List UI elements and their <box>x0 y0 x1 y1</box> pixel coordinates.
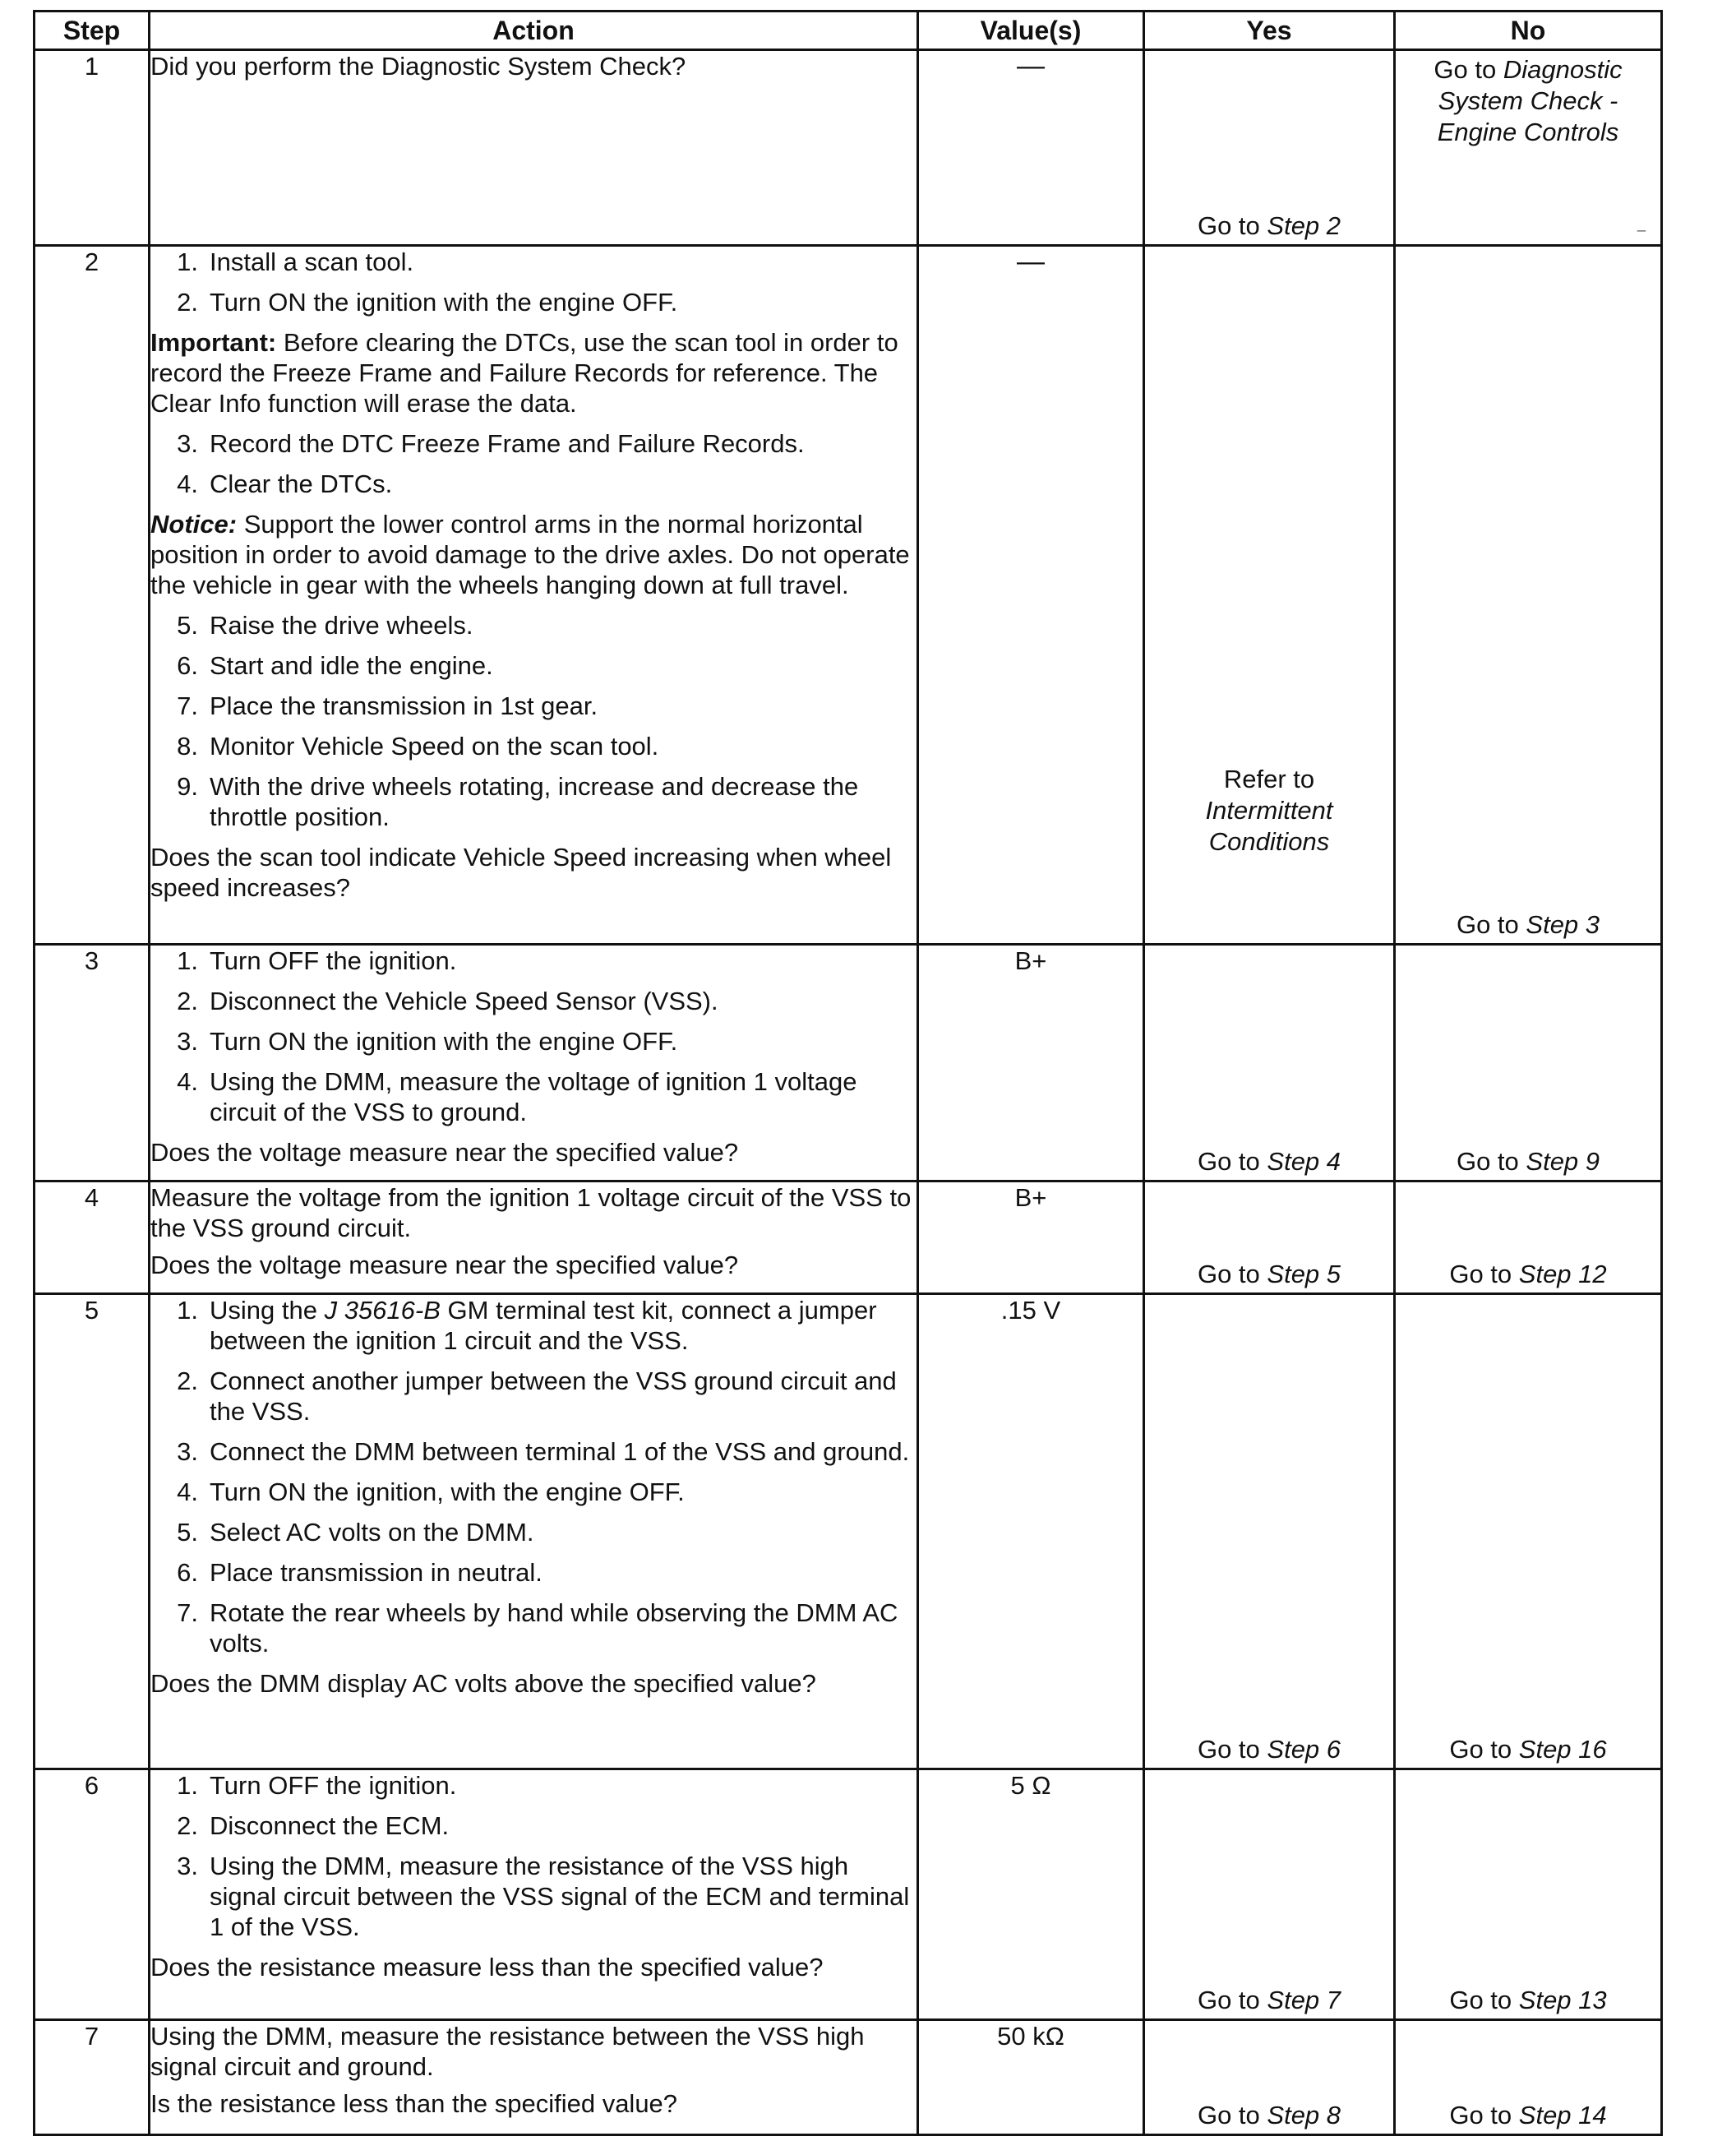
action-cell <box>150 246 918 945</box>
no-result: Go to Diagnostic System Check - Engine Controls <box>1434 55 1623 146</box>
no-cell <box>1395 50 1662 246</box>
no-result: Go to Step 13 <box>1449 1986 1607 2014</box>
yes-result: Go to Step 8 <box>1197 2101 1341 2129</box>
list-item: 3. Connect the DMM between terminal 1 of the VSS and ground. <box>177 1437 910 1466</box>
important-note: Important: Before clearing the DTCs, use the scan tool in order to record the Freeze Frame and Failure Records for reference. The Clear Info function will erase the data. <box>150 328 898 418</box>
action-question: Does the voltage measure near the specified value? <box>150 1251 739 1279</box>
list-item: 3. Record the DTC Freeze Frame and Failure Records. <box>177 429 805 458</box>
yes-result: Go to Step 5 <box>1197 1260 1341 1288</box>
yes-cell <box>1144 50 1395 246</box>
yes-cell <box>1144 2020 1395 2135</box>
list-item: 3. Using the DMM, measure the resistance of the VSS high signal circuit between the VSS signal of the ECM and terminal 1 of the VSS. <box>177 1852 910 1941</box>
action-list <box>150 610 916 832</box>
no-cell <box>1395 1769 1662 2020</box>
action-list <box>150 1295 916 1658</box>
no-result: Go to Step 3 <box>1456 910 1600 939</box>
no-cell <box>1395 246 1662 945</box>
step-number: 2 <box>35 246 150 945</box>
list-item: 8. Monitor Vehicle Speed on the scan tool. <box>177 732 659 761</box>
value-text: — <box>1017 50 1045 81</box>
tool-reference: J 35616-B <box>324 1296 441 1325</box>
action-question: Is the resistance less than the specified value? <box>150 2089 678 2118</box>
value-cell <box>918 2020 1144 2135</box>
no-cell <box>1395 1294 1662 1769</box>
value-text: .15 V <box>1000 1296 1061 1325</box>
header-values: Value(s) <box>918 12 1144 50</box>
action-cell <box>150 2020 918 2135</box>
yes-cell <box>1144 945 1395 1181</box>
no-result: Go to Step 12 <box>1449 1260 1607 1288</box>
list-item: 5. Select AC volts on the DMM. <box>177 1518 534 1547</box>
value-cell <box>918 945 1144 1181</box>
step-row-5 <box>35 1294 1662 1769</box>
list-item: 9. With the drive wheels rotating, increase and decrease the throttle position. <box>177 772 859 831</box>
step-row-1 <box>35 50 1662 246</box>
action-text: Measure the voltage from the ignition 1 voltage circuit of the VSS to the VSS ground circuit. <box>150 1183 912 1242</box>
list-item: 7. Rotate the rear wheels by hand while observing the DMM AC volts. <box>177 1598 898 1658</box>
diagnostic-table <box>33 10 1663 2136</box>
step-number: 5 <box>35 1294 150 1769</box>
action-cell <box>150 50 918 246</box>
action-list <box>150 247 916 317</box>
step-row-4 <box>35 1181 1662 1294</box>
no-cell <box>1395 945 1662 1181</box>
value-text: B+ <box>1014 946 1047 975</box>
value-cell <box>918 1294 1144 1769</box>
step-link[interactable]: Step 12 <box>1518 1260 1607 1288</box>
list-item: 4. Using the DMM, measure the voltage of ignition 1 voltage circuit of the VSS to ground. <box>177 1067 857 1126</box>
list-item: 7. Place the transmission in 1st gear. <box>177 691 598 720</box>
step-link[interactable]: Step 3 <box>1526 910 1600 939</box>
yes-cell <box>1144 1181 1395 1294</box>
step-link[interactable]: Step 14 <box>1518 2101 1607 2129</box>
action-cell <box>150 1294 918 1769</box>
yes-result: Go to Step 7 <box>1197 1986 1341 2014</box>
step-link[interactable]: Step 6 <box>1267 1735 1341 1764</box>
value-cell <box>918 50 1144 246</box>
header-action: Action <box>150 12 918 50</box>
action-list <box>150 428 916 499</box>
step-row-3 <box>35 945 1662 1181</box>
action-question: Does the DMM display AC volts above the specified value? <box>150 1669 816 1698</box>
header-yes: Yes <box>1144 12 1395 50</box>
value-cell <box>918 246 1144 945</box>
no-cell <box>1395 1181 1662 1294</box>
header-no: No <box>1395 12 1662 50</box>
action-question: Does the voltage measure near the specified value? <box>150 1138 739 1167</box>
header-step: Step <box>35 12 150 50</box>
action-list <box>150 1770 916 1942</box>
yes-cell <box>1144 246 1395 945</box>
list-item: 3. Turn ON the ignition with the engine OFF. <box>177 1027 678 1056</box>
step-link[interactable]: Step 16 <box>1518 1735 1607 1764</box>
list-item: 1. Using the J 35616-B GM terminal test kit, connect a jumper between the ignition 1 circuit and the VSS. <box>177 1296 877 1355</box>
step-link[interactable]: Step 5 <box>1267 1260 1341 1288</box>
value-text: 50 kΩ <box>997 2022 1064 2051</box>
action-cell <box>150 1769 918 2020</box>
value-text: 5 Ω <box>1010 1771 1051 1800</box>
action-question: Does the scan tool indicate Vehicle Speed increasing when wheel speed increases? <box>150 843 892 902</box>
step-number: 3 <box>35 945 150 1181</box>
list-item: 2. Turn ON the ignition with the engine OFF. <box>177 288 678 317</box>
list-item: 4. Turn ON the ignition, with the engine OFF. <box>177 1477 685 1506</box>
step-link[interactable]: Step 8 <box>1267 2101 1341 2129</box>
step-link[interactable]: Step 9 <box>1526 1147 1600 1176</box>
action-cell <box>150 1181 918 1294</box>
step-link[interactable]: Step 2 <box>1267 211 1341 240</box>
action-question: Does the resistance measure less than the specified value? <box>150 1953 824 1981</box>
value-cell <box>918 1769 1144 2020</box>
action-cell <box>150 945 918 1181</box>
step-row-7 <box>35 2020 1662 2135</box>
step-number: 1 <box>35 50 150 246</box>
list-item: 1. Install a scan tool. <box>177 247 414 276</box>
list-item: 6. Start and idle the engine. <box>177 651 493 680</box>
step-number: 7 <box>35 2020 150 2135</box>
list-item: 6. Place transmission in neutral. <box>177 1558 542 1587</box>
notice-note: Notice: Support the lower control arms in the normal horizontal position in order to avoid damage to the drive axles. Do not operate the vehicle in gear with the wheels hanging down at full travel. <box>150 510 910 599</box>
scan-mark: _ <box>1637 215 1646 232</box>
yes-result: Go to Step 4 <box>1197 1147 1341 1176</box>
procedure-link[interactable]: Intermittent Conditions <box>1205 796 1333 856</box>
yes-result: Go to Step 6 <box>1197 1735 1341 1764</box>
value-text: B+ <box>1014 1183 1047 1212</box>
action-text: Using the DMM, measure the resistance between the VSS high signal circuit and ground. <box>150 2022 865 2081</box>
list-item: 2. Connect another jumper between the VSS ground circuit and the VSS. <box>177 1366 897 1426</box>
list-item: 5. Raise the drive wheels. <box>177 611 473 640</box>
no-result: Go to Step 9 <box>1456 1147 1600 1176</box>
list-item: 4. Clear the DTCs. <box>177 469 393 498</box>
list-item: 1. Turn OFF the ignition. <box>177 946 457 975</box>
action-text: Did you perform the Diagnostic System Check? <box>150 52 686 81</box>
yes-cell <box>1144 1294 1395 1769</box>
list-item: 2. Disconnect the Vehicle Speed Sensor (VSS). <box>177 987 718 1015</box>
value-text: — <box>1017 246 1045 277</box>
step-row-2 <box>35 246 1662 945</box>
list-item: 1. Turn OFF the ignition. <box>177 1771 457 1800</box>
list-item: 2. Disconnect the ECM. <box>177 1811 450 1840</box>
no-result: Go to Step 14 <box>1449 2101 1607 2129</box>
yes-cell <box>1144 1769 1395 2020</box>
action-list <box>150 946 916 1127</box>
yes-result: Refer to Intermittent Conditions <box>1205 765 1333 856</box>
no-result: Go to Step 16 <box>1449 1735 1607 1764</box>
step-row-6 <box>35 1769 1662 2020</box>
no-cell <box>1395 2020 1662 2135</box>
value-cell <box>918 1181 1144 1294</box>
step-link[interactable]: Step 13 <box>1518 1986 1607 2014</box>
step-link[interactable]: Step 7 <box>1267 1986 1341 2014</box>
step-number: 4 <box>35 1181 150 1294</box>
header-row <box>35 12 1662 50</box>
step-link[interactable]: Step 4 <box>1267 1147 1341 1176</box>
procedure-link[interactable]: Diagnostic System Check - Engine Controls <box>1437 55 1623 146</box>
yes-result: Go to Step 2 <box>1197 211 1341 240</box>
step-number: 6 <box>35 1769 150 2020</box>
